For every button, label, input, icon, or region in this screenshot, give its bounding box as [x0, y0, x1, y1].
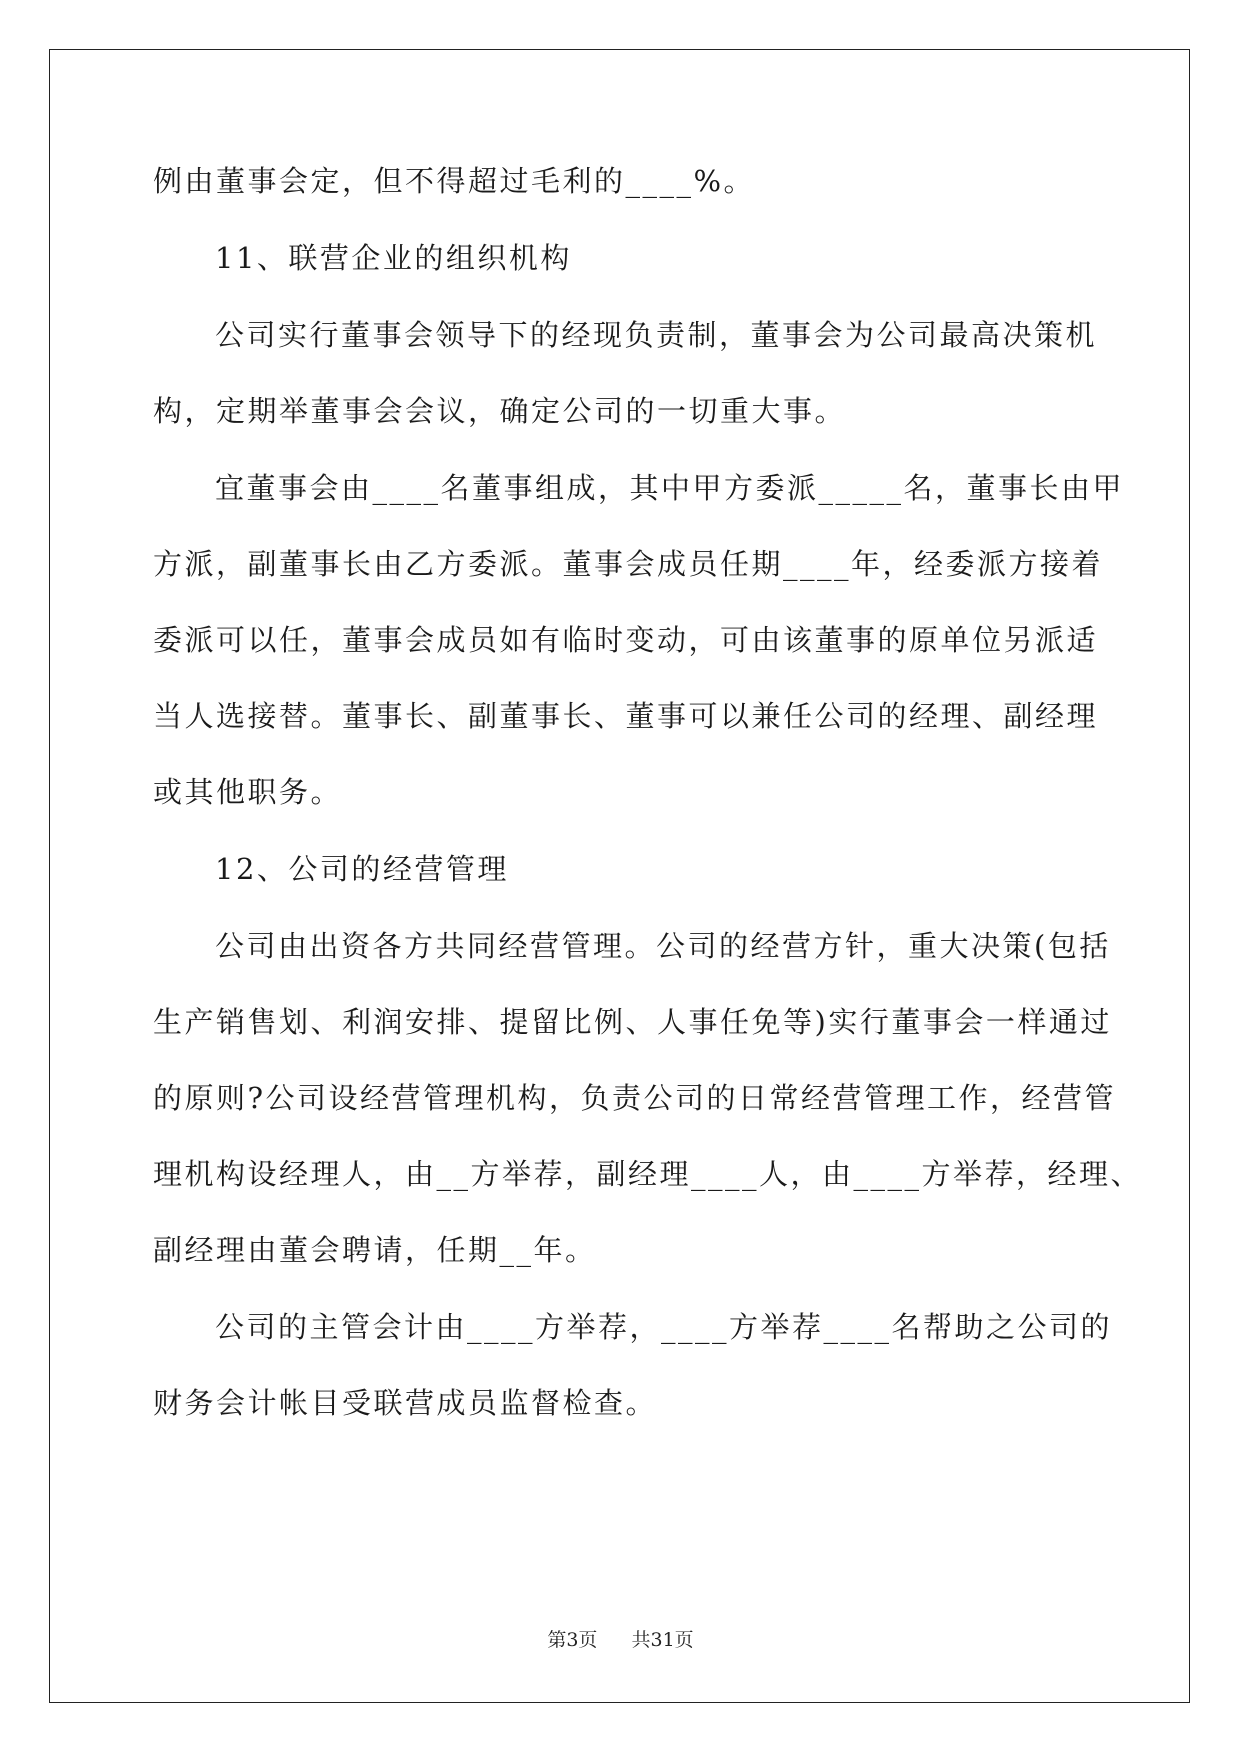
text-line: 委派可以任，董事会成员如有临时变动，可由该董事的原单位另派适: [153, 623, 1099, 657]
text-line: 或其他职务。: [153, 775, 343, 809]
text-line: 公司由出资各方共同经营管理。公司的经营方针，重大决策(包括: [215, 929, 1111, 963]
text-line: 当人选接替。董事长、副董事长、董事可以兼任公司的经理、副经理: [153, 699, 1099, 733]
text-line: 例由董事会定，但不得超过毛利的____%。: [153, 164, 756, 198]
paragraph-accounting: [153, 1304, 1113, 1426]
text-line: 生产销售划、利润安排、提留比例、人事任免等)实行董事会一样通过: [153, 1005, 1112, 1039]
text-line: 理机构设经理人，由__方举荐，副经理____人，由____方举荐，经理、: [153, 1157, 1143, 1191]
page-footer: [0, 1628, 1241, 1652]
page-total: 共31页: [631, 1629, 694, 1651]
paragraph-board: [153, 312, 1098, 434]
text-line: 的原则?公司设经营管理机构，负责公司的日常经营管理工作，经营管: [153, 1081, 1117, 1115]
text-line: 公司的主管会计由____方举荐，____方举荐____名帮助之公司的: [215, 1310, 1113, 1344]
section-heading-11: [153, 235, 1083, 281]
document-body: [153, 158, 1143, 1426]
text-line: 副经理由董会聘请，任期__年。: [153, 1233, 597, 1267]
paragraph-continuation: [153, 158, 1083, 204]
text-line: 公司实行董事会领导下的经现负责制，董事会为公司最高决策机: [215, 318, 1098, 352]
text-line: 财务会计帐目受联营成员监督检查。: [153, 1386, 658, 1420]
text-line: 宜董事会由____名董事组成，其中甲方委派_____名，董事长由甲: [215, 471, 1125, 505]
heading-text: 12、公司的经营管理: [215, 852, 509, 886]
text-line: 方派，副董事长由乙方委派。董事会成员任期____年，经委派方接着: [153, 547, 1104, 581]
paragraph-directors: [153, 465, 1125, 815]
section-heading-12: [153, 846, 1083, 892]
page-number: 第3页: [547, 1629, 598, 1651]
heading-text: 11、联营企业的组织机构: [215, 241, 572, 275]
paragraph-management: [153, 923, 1143, 1273]
text-line: 构，定期举董事会会议，确定公司的一切重大事。: [153, 394, 847, 428]
